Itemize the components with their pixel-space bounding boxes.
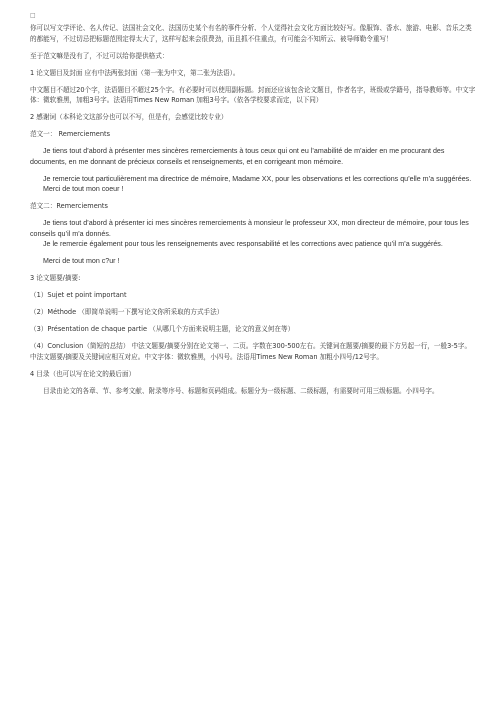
section-3-item-3: （3）Présentation de chaque partie （从哪几个方面来说明主题，论文的意义何在等） bbox=[30, 325, 295, 334]
example-1-paragraph-2-text: Je remercie tout particulièrement ma directrice de mémoire, Madame XX, pour les observations et les corrections qu’elle m’a suggérées. bbox=[43, 174, 472, 183]
section-3-title: 3 论文题要/摘要: bbox=[30, 274, 81, 283]
section-3-item-4: （4）Conclusion（简短的总结） 中法文题要/摘要分别在论文第一、二页。字数在300-500左右。关键词在题要/摘要的最下方另起一行，一般3-5字。中法文题要/摘要及关键词应相互对应。中文字体：微软雅黑，小四号。法语用Times New Roman 加粗小四号/12号字。 bbox=[30, 342, 472, 361]
section-2-title: 2 感谢词（本科论文这部分也可以不写，但是有，会感觉比较专业） bbox=[30, 113, 228, 122]
example-1-closing: Merci de tout mon coeur ! bbox=[43, 185, 124, 194]
section-1-body: 中文题目不超过20个字，法语题目不超过25个字。有必要时可以使用副标题。封面还应该包含论文题目，作者名字，班级或学籍号，指导教师等。中文字体：微软雅黑，加粗3号字。法语用Times New Roman 加粗3号字。（依各学校要求而定，以下同） bbox=[30, 85, 476, 105]
example-2-paragraph-1: Je tiens tout d’abord à présenter ici mes sincères remerciements à monsieur le professeur XX, mon directeur de mémoire, pour tous les conseils qu’il m’a donnés. bbox=[30, 219, 469, 238]
section-3-item-1: （1）Sujet et point important bbox=[30, 291, 127, 300]
bullet-marker: □ bbox=[30, 12, 36, 19]
intro-paragraph: 你可以写文学评论、名人传记、法国社会文化、法国历史某个有名的事件分析、个人觉得社会文化方面比较好写。像服饰、香水、旅游、电影、音乐之类的都能写，不过切忌把标题范围定得太大了，这样写起来会很费劲，而且抓不住重点，有可能会不知所云、被导师勒令重写！ bbox=[30, 24, 472, 43]
section-3-item-2: （2）Méthode （即简单说明一下撰写论文你所采取的方式手法） bbox=[30, 308, 224, 317]
section-1-title: 1 论文题目及封面 应有中法两张封面（第一张为中文，第二张为法语）。 bbox=[30, 68, 240, 77]
example-1-paragraph-2 bbox=[30, 174, 476, 185]
document-page bbox=[30, 12, 476, 403]
template-note: 至于范文嘛是没有了，不过可以给你提供格式： bbox=[30, 51, 169, 60]
example-2-paragraph-2: Je le remercie également pour tous les renseignements avec responsabilité et les corrections avec patience qu’il m’a suggérés. bbox=[43, 240, 443, 249]
example-2-closing: Merci de tout mon c?ur ! bbox=[43, 257, 120, 266]
section-4-title: 4 目录（也可以写在论文的最后面） bbox=[30, 369, 136, 378]
section-4-body: 目录由论文的各章、节、参考文献、附录等序号、标题和页码组成。标题分为一级标题、二级标题，有需要时可用三级标题。小四号字。 bbox=[43, 386, 439, 395]
example-2-label: 范文二：Remerciements bbox=[30, 202, 108, 211]
example-1-label: 范文一： Remerciements bbox=[30, 130, 111, 139]
example-1-paragraph-1: Je tiens tout d’abord à présenter mes sincères remerciements à tous ceux qui ont eu l’amabilité de m’aider en me procurant des documents, en me donnant de précieux conseils et renseignements, et en corrigeant mon mémoire. bbox=[30, 147, 445, 166]
